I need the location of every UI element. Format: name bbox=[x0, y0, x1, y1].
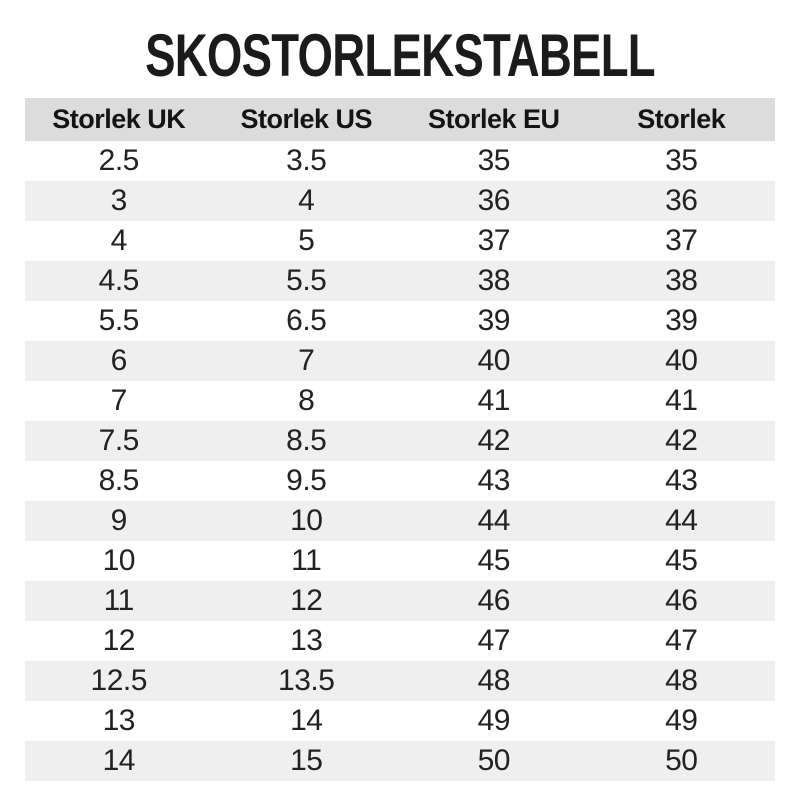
page-title: SKOSTORLEKSTABELL bbox=[145, 22, 655, 89]
column-header-3: Storlek EU bbox=[427, 104, 560, 134]
table-cell: 44 bbox=[665, 504, 698, 537]
table-row bbox=[25, 661, 775, 701]
table-row bbox=[25, 621, 775, 661]
table-cell: 40 bbox=[477, 344, 510, 377]
table-cell: 8 bbox=[298, 384, 315, 417]
table-cell: 35 bbox=[665, 144, 698, 177]
table-cell: 7 bbox=[110, 384, 127, 417]
table-cell: 36 bbox=[665, 184, 698, 217]
table-cell: 50 bbox=[665, 744, 698, 777]
table-cell: 47 bbox=[477, 624, 510, 657]
table-row bbox=[25, 381, 775, 421]
table-cell: 12 bbox=[102, 624, 135, 657]
table-row bbox=[25, 141, 775, 181]
table-cell: 4 bbox=[298, 184, 315, 217]
table-cell: 47 bbox=[665, 624, 698, 657]
table-cell: 48 bbox=[477, 664, 510, 697]
table-cell: 45 bbox=[665, 544, 698, 577]
table-cell: 45 bbox=[477, 544, 510, 577]
table-cell: 38 bbox=[665, 264, 698, 297]
table-cell: 41 bbox=[477, 384, 510, 417]
table-cell: 8.5 bbox=[286, 424, 327, 457]
table-cell: 8.5 bbox=[98, 464, 139, 497]
table-cell: 12 bbox=[290, 584, 323, 617]
table-cell: 7.5 bbox=[98, 424, 139, 457]
table-cell: 3.5 bbox=[286, 144, 327, 177]
table-cell: 13 bbox=[290, 624, 323, 657]
table-cell: 13.5 bbox=[278, 664, 335, 697]
table-cell: 10 bbox=[102, 544, 135, 577]
table-cell: 43 bbox=[665, 464, 698, 497]
table-cell: 37 bbox=[665, 224, 698, 257]
table-cell: 6 bbox=[110, 344, 127, 377]
table-row bbox=[25, 341, 775, 381]
table-cell: 6.5 bbox=[286, 304, 327, 337]
column-header-2: Storlek US bbox=[240, 104, 373, 134]
table-cell: 4.5 bbox=[98, 264, 139, 297]
table-cell: 49 bbox=[665, 704, 698, 737]
table-cell: 48 bbox=[665, 664, 698, 697]
table-cell: 10 bbox=[290, 504, 323, 537]
table-cell: 15 bbox=[290, 744, 323, 777]
column-header-1: Storlek UK bbox=[52, 104, 186, 134]
table-cell: 2.5 bbox=[98, 144, 139, 177]
table-cell: 5.5 bbox=[98, 304, 139, 337]
table-body bbox=[25, 141, 775, 781]
table-cell: 5 bbox=[298, 224, 315, 257]
table-row bbox=[25, 701, 775, 741]
table-cell: 11 bbox=[103, 584, 134, 617]
table-cell: 38 bbox=[477, 264, 510, 297]
table-row bbox=[25, 221, 775, 261]
table-cell: 13 bbox=[102, 704, 135, 737]
table-cell: 50 bbox=[477, 744, 510, 777]
table-cell: 37 bbox=[477, 224, 510, 257]
table-cell: 41 bbox=[665, 384, 698, 417]
table-cell: 11 bbox=[291, 544, 322, 577]
column-header-4: Storlek bbox=[637, 104, 726, 134]
table-cell: 12.5 bbox=[90, 664, 147, 697]
size-table bbox=[25, 98, 775, 781]
table-cell: 40 bbox=[665, 344, 698, 377]
table-row bbox=[25, 461, 775, 501]
table-cell: 42 bbox=[665, 424, 698, 457]
table-cell: 46 bbox=[665, 584, 698, 617]
table-cell: 36 bbox=[477, 184, 510, 217]
table-cell: 5.5 bbox=[286, 264, 327, 297]
table-row bbox=[25, 581, 775, 621]
table-row bbox=[25, 541, 775, 581]
table-cell: 35 bbox=[477, 144, 510, 177]
table-row bbox=[25, 301, 775, 341]
table-cell: 14 bbox=[290, 704, 323, 737]
table-row bbox=[25, 181, 775, 221]
table-row bbox=[25, 261, 775, 301]
table-cell: 39 bbox=[477, 304, 510, 337]
table-cell: 4 bbox=[110, 224, 127, 257]
table-row bbox=[25, 421, 775, 461]
table-cell: 46 bbox=[477, 584, 510, 617]
table-row bbox=[25, 501, 775, 541]
table-cell: 42 bbox=[477, 424, 510, 457]
table-cell: 9.5 bbox=[286, 464, 327, 497]
table-header-row bbox=[25, 98, 775, 141]
table-cell: 39 bbox=[665, 304, 698, 337]
table-row bbox=[25, 741, 775, 781]
table-cell: 7 bbox=[298, 344, 315, 377]
table-cell: 9 bbox=[110, 504, 127, 537]
table-cell: 49 bbox=[477, 704, 510, 737]
table-cell: 43 bbox=[477, 464, 510, 497]
table-cell: 14 bbox=[102, 744, 135, 777]
table-cell: 44 bbox=[477, 504, 510, 537]
table-cell: 3 bbox=[110, 184, 127, 217]
